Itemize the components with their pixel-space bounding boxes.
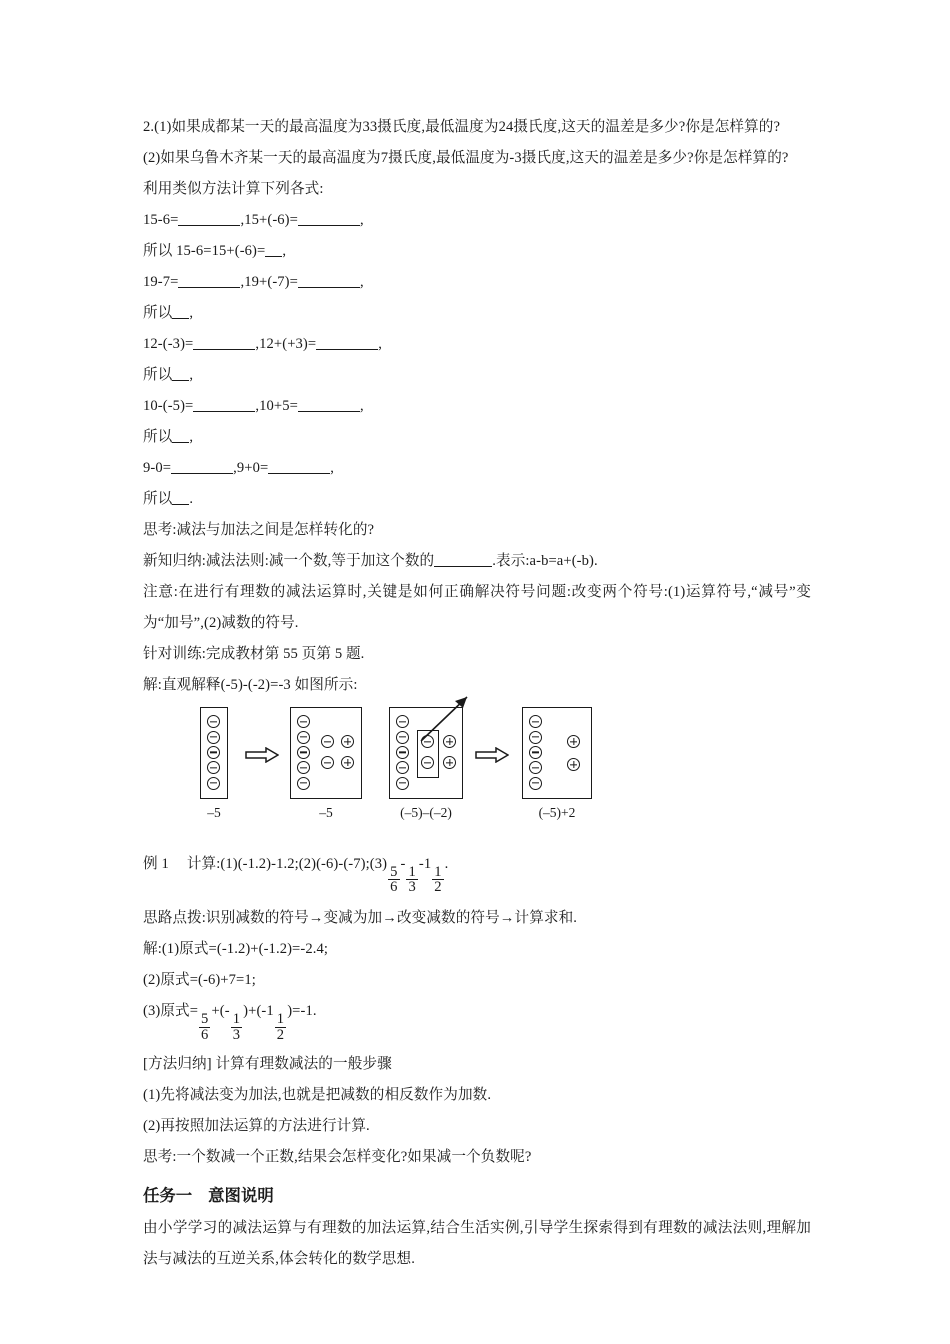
method-summary-heading: [方法归纳] 计算有理数减法的一般步骤 <box>143 1055 392 1072</box>
minus-counter <box>321 735 334 748</box>
answer-3-sign-2: -1 <box>261 1003 274 1020</box>
answer-blank[interactable] <box>172 442 189 443</box>
answer-3-op-2: + <box>248 1003 257 1020</box>
panel-4-caption: (–5)+2 <box>538 805 576 820</box>
exercise-row-3-conclusion <box>143 360 811 391</box>
conclusion-suffix: , <box>189 305 194 321</box>
minus-counter <box>207 777 220 790</box>
minus-counter <box>529 777 542 790</box>
panel-1-box <box>200 707 228 799</box>
answer-3-rparen-2: ) <box>287 1003 293 1020</box>
answer-blank[interactable] <box>265 256 282 257</box>
panel-2-caption: –5 <box>319 805 333 820</box>
plus-counter <box>443 756 456 769</box>
conclusion-text: 所以 15-6=15+(-6)= <box>143 243 266 259</box>
method-summary-step-2: (2)再按照加法运算的方法进行计算. <box>143 1117 370 1134</box>
method-summary-step-1: (1)先将减法变为加法,也就是把减数的相反数作为加数. <box>143 1086 492 1103</box>
panel-4-negative-column <box>529 714 542 791</box>
counter-model-diagram <box>191 707 811 835</box>
answer-1: 解:(1)原式=(-1.2)+(-1.2)=-2.4; <box>143 941 329 958</box>
diagram-panel-1 <box>191 707 237 820</box>
answer-blank[interactable] <box>172 504 189 505</box>
exercise-row-5 <box>143 453 811 484</box>
fraction-five-sixths: $\frac{5}{6}$ <box>390 863 398 896</box>
panel-1-negative-column <box>207 714 220 791</box>
conclusion-text: 所以 <box>143 429 173 445</box>
answer-3 <box>143 996 811 1042</box>
task-heading <box>143 1179 811 1213</box>
minus-counter <box>529 761 542 774</box>
example-label: 例 1 <box>143 856 169 872</box>
minus-counter <box>529 731 542 744</box>
answer-blank[interactable] <box>178 225 240 226</box>
exercise-row-5-conclusion <box>143 484 811 515</box>
conclusion-suffix: . <box>189 491 194 507</box>
answer-3-prefix: (3)原式= <box>143 1003 199 1020</box>
answer-blank[interactable] <box>178 287 240 288</box>
answer-3-rparen-1: ) <box>243 1003 249 1020</box>
practice-assignment: 针对训练:完成教材第 55 页第 5 题. <box>143 646 365 662</box>
panel-2-negative-column <box>297 714 310 791</box>
answer-3-sign-1: - <box>224 1003 230 1020</box>
panel-1-caption: –5 <box>207 805 221 820</box>
answer-blank[interactable] <box>298 225 360 226</box>
conclusion-text: 所以 <box>143 367 173 383</box>
question-2-part-1: 2.(1)如果成都某一天的最高温度为33摄氏度,最低温度为24摄氏度,这天的温差是多少?你是怎样算的? <box>143 119 781 135</box>
answer-blank[interactable] <box>298 287 360 288</box>
answer-3-op-1: + <box>211 1003 220 1020</box>
solution-intro: 解:直观解释(-5)-(-2)=-3 如图所示: <box>143 677 358 693</box>
example-tail: . <box>444 856 449 872</box>
minus-counter <box>396 731 409 744</box>
new-knowledge-summary <box>143 546 811 577</box>
minus-counter <box>529 746 542 759</box>
minus-counter <box>421 756 434 769</box>
exercise-1-suffix: , <box>359 212 364 228</box>
exercise-3-lhs: 12-(-3)= <box>143 336 194 352</box>
exercise-4-mid: ,10+5= <box>255 398 298 414</box>
exercise-1-lhs: 15-6= <box>143 212 179 228</box>
conclusion-suffix: , <box>189 367 194 383</box>
similar-method-prompt: 利用类似方法计算下列各式: <box>143 181 324 197</box>
minus-counter <box>396 715 409 728</box>
exercise-row-2 <box>143 267 811 298</box>
new-knowledge-after: .表示:a-b=a+(-b). <box>492 553 598 569</box>
answer-blank[interactable] <box>434 566 492 567</box>
think-prompt-1: 思考:减法与加法之间是怎样转化的? <box>143 522 375 538</box>
exercise-3-suffix: , <box>378 336 382 352</box>
exercise-2-lhs: 19-7= <box>143 274 179 290</box>
minus-counter <box>396 761 409 774</box>
minus-counter <box>297 761 310 774</box>
panel-4-plus-column <box>567 734 580 773</box>
conclusion-text: 所以 <box>143 491 173 507</box>
fraction-one-half: $\frac{1}{2}$ <box>434 863 442 896</box>
plus-counter <box>567 758 580 771</box>
answer-blank[interactable] <box>172 380 189 381</box>
exercise-5-lhs: 9-0= <box>143 460 172 476</box>
panel-3-negative-column <box>396 714 409 791</box>
answer-3-lparen-1: ( <box>219 1003 225 1020</box>
exercise-row-2-conclusion <box>143 298 811 329</box>
exercise-5-suffix: , <box>330 460 335 476</box>
minus-counter <box>207 731 220 744</box>
exercise-3-mid: ,12+(+3)= <box>255 336 317 352</box>
think-prompt-2: 思考:一个数减一个正数,结果会怎样变化?如果减一个负数呢? <box>143 1148 532 1165</box>
exercise-row-1 <box>143 205 811 236</box>
answer-blank[interactable] <box>316 349 378 350</box>
fraction-five-sixths: $\frac{5}{6}$ <box>201 1010 209 1043</box>
remove-arrow-icon <box>417 693 473 748</box>
answer-blank[interactable] <box>268 473 330 474</box>
minus-counter <box>207 746 220 759</box>
conclusion-suffix: , <box>282 243 287 259</box>
plus-counter <box>341 756 354 769</box>
answer-blank[interactable] <box>172 318 189 319</box>
conclusion-suffix: , <box>189 429 194 445</box>
diagram-panel-4 <box>517 707 597 820</box>
answer-blank[interactable] <box>171 473 233 474</box>
panel-2-pair-plus-column <box>341 734 354 771</box>
task-title: 任务一 <box>143 1185 193 1205</box>
exercise-row-3 <box>143 329 811 360</box>
plus-counter <box>567 735 580 748</box>
exercise-4-lhs: 10-(-5)= <box>143 398 194 414</box>
answer-blank[interactable] <box>193 411 255 412</box>
minus-counter <box>321 756 334 769</box>
minus-counter <box>297 777 310 790</box>
example-op-2: - <box>418 856 424 872</box>
diagram-panel-3 <box>383 707 469 820</box>
answer-blank[interactable] <box>298 411 360 412</box>
new-knowledge-before: 新知归纳:减法法则:减一个数,等于加这个数的 <box>143 553 435 569</box>
exercise-1-mid: ,15+(-6)= <box>240 212 298 228</box>
question-2-part-2: (2)如果乌鲁木齐某一天的最高温度为7摄氏度,最低温度为-3摄氏度,这天的温差是多少?你是怎样算的? <box>143 150 789 166</box>
panel-2-box <box>290 707 362 799</box>
panel-2-pair-minus-column <box>321 734 334 771</box>
diagram-panel-2 <box>287 707 365 820</box>
exercise-row-4-conclusion <box>143 422 811 453</box>
minus-counter <box>297 746 310 759</box>
arrow-right-icon <box>475 747 509 763</box>
exercise-row-1-conclusion <box>143 236 811 267</box>
minus-counter <box>396 746 409 759</box>
exercise-4-suffix: , <box>359 398 364 414</box>
exercise-row-4 <box>143 391 811 422</box>
minus-counter <box>297 731 310 744</box>
task-body: 由小学学习的减法运算与有理数的加法运算,结合生活实例,引导学生探索得到有理数的减法法则,理解加法与减法的互逆关系,体会转化的数学思想. <box>143 1219 811 1267</box>
answer-3-lparen-2: ( <box>256 1003 262 1020</box>
worksheet-page <box>143 112 811 1275</box>
exercise-5-mid: ,9+0= <box>233 460 269 476</box>
task-subtitle: 意图说明 <box>208 1185 274 1205</box>
minus-counter <box>207 761 220 774</box>
fraction-one-third: $\frac{1}{3}$ <box>232 1010 241 1043</box>
fraction-one-third: $\frac{1}{3}$ <box>408 863 416 896</box>
example-op-1: - <box>400 856 406 872</box>
exercise-2-suffix: , <box>359 274 364 290</box>
arrow-right-icon <box>245 747 279 763</box>
panel-3-caption: (–5)–(–2) <box>400 805 452 820</box>
answer-3-tail: =-1. <box>292 1003 317 1020</box>
plus-counter <box>341 735 354 748</box>
example-text: 计算:(1)(-1.2)-1.2;(2)(-6)-(-7);(3) <box>186 856 388 872</box>
minus-counter <box>297 715 310 728</box>
hint-line: 思路点拨:识别减数的符号→变减为加→改变减数的符号→计算求和. <box>143 910 578 927</box>
conclusion-text: 所以 <box>143 305 173 321</box>
panel-4-box <box>522 707 592 799</box>
exercise-2-mid: ,19+(-7)= <box>240 274 298 290</box>
example-1-statement <box>143 849 811 895</box>
minus-counter <box>396 777 409 790</box>
answer-blank[interactable] <box>193 349 255 350</box>
note-paragraph: 注意:在进行有理数的减法运算时,关键是如何正确解决符号问题:改变两个符号:(1)运算符号,“减号”变为“加号”,(2)减数的符号. <box>143 584 811 631</box>
fraction-one-half: $\frac{1}{2}$ <box>276 1010 285 1043</box>
minus-counter <box>529 715 542 728</box>
minus-counter <box>207 715 220 728</box>
mixed-whole-part: 1 <box>423 856 432 872</box>
answer-2: (2)原式=(-6)+7=1; <box>143 972 256 989</box>
